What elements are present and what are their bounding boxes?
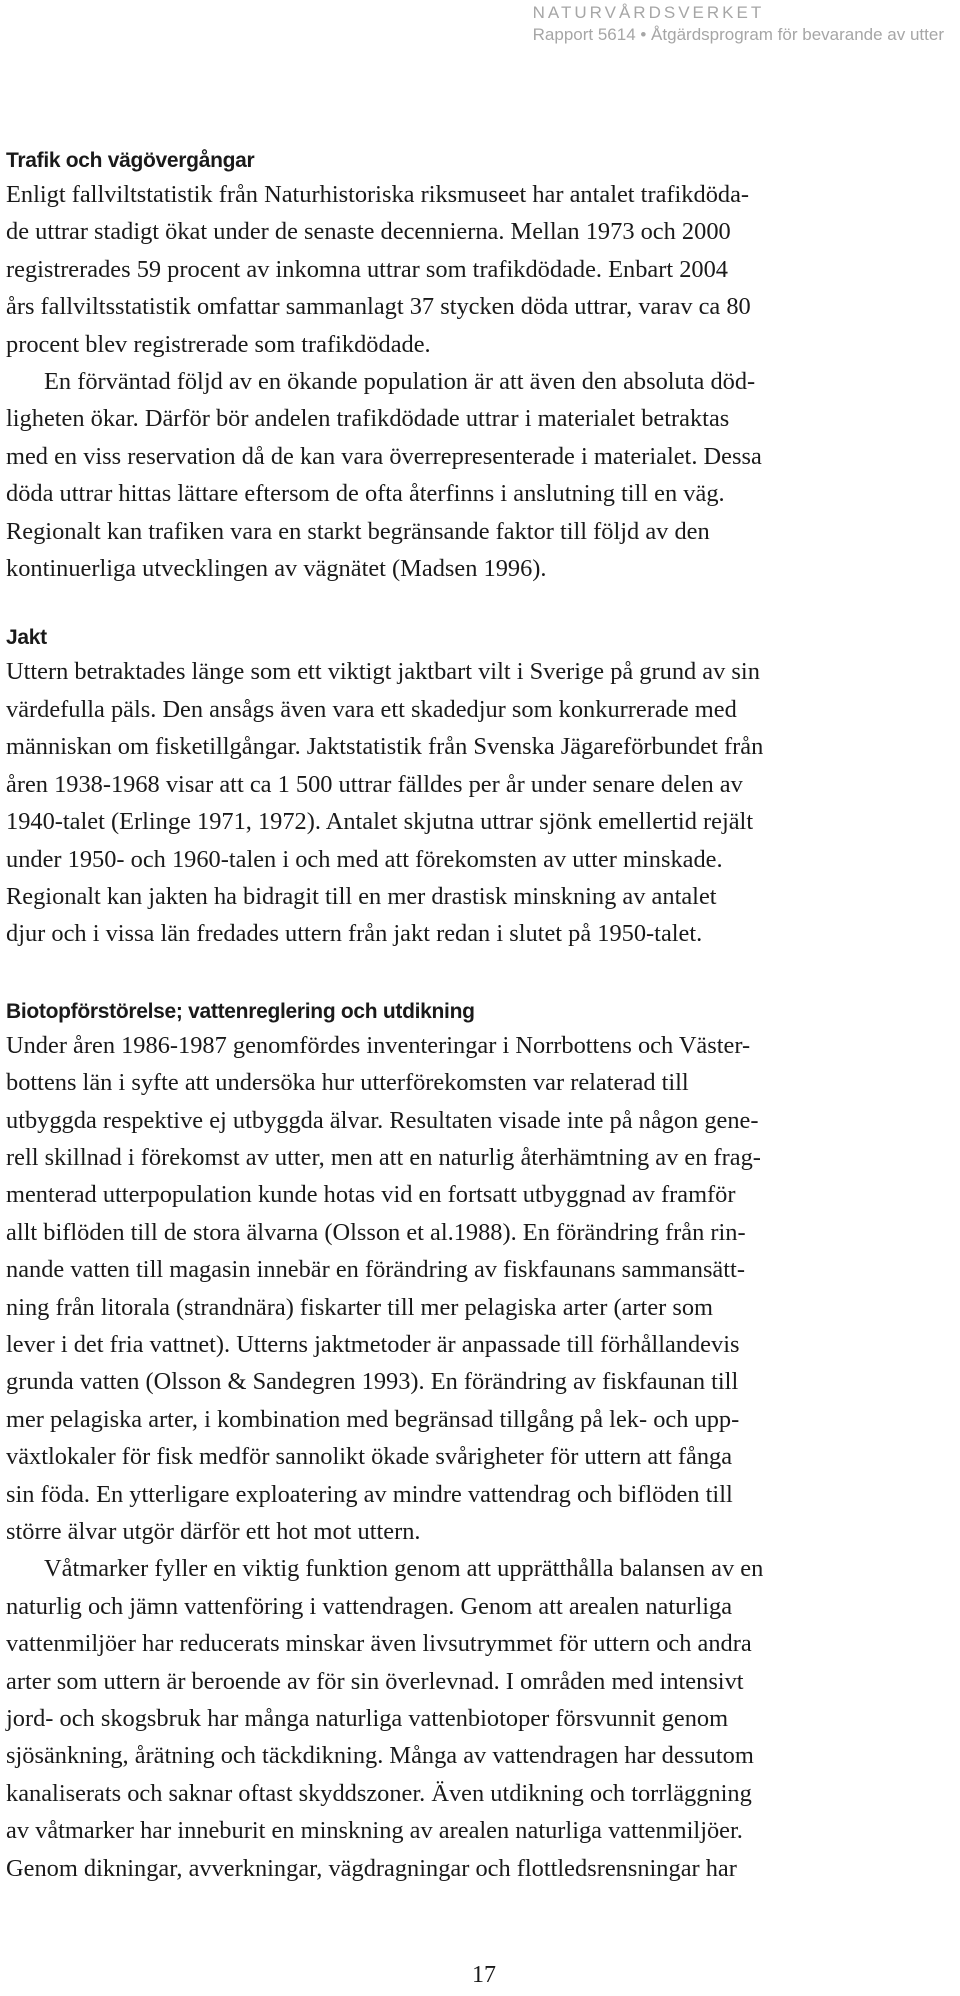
text-line: vattenmiljöer har reducerats minskar även livsutrymmet för uttern och andra <box>6 1630 752 1658</box>
text-line: registrerades 59 procent av inkomna uttrar som trafikdödade. Enbart 2004 <box>6 255 729 283</box>
section-heading: Biotopförstörelse; vattenreglering och utdikning <box>6 999 475 1023</box>
text-line: Genom dikningar, avverkningar, vägdragningar och flottledsrensningar har <box>6 1854 737 1882</box>
text-line: nande vatten till magasin innebär en förändring av fiskfaunans sammansätt- <box>6 1256 745 1284</box>
page-number: 17 <box>472 1962 496 1988</box>
paragraph <box>6 1550 960 1887</box>
text-line: större älvar utgör därför ett hot mot uttern. <box>6 1518 421 1545</box>
section-heading: Trafik och vägövergångar <box>6 149 255 172</box>
text-line: lever i det fria vattnet). Utterns jaktmetoder är anpassade till förhållandevis <box>6 1330 740 1358</box>
text-line: Enligt fallviltstatistik från Naturhistoriska riksmuseet har antalet trafikdöda- <box>6 181 750 208</box>
text-line: kontinuerliga utvecklingen av vägnätet (Madsen 1996). <box>6 555 547 583</box>
text-line: En förväntad följd av en ökande population är att även den absoluta död- <box>44 368 756 396</box>
paragraph <box>6 176 960 363</box>
section-heading: Jakt <box>6 626 47 650</box>
text-line: års fallviltsstatistik omfattar sammanlagt 37 stycken döda uttrar, varav ca 80 <box>6 293 751 321</box>
text-line: allt biflöden till de stora älvarna (Olsson et al.1988). En förändring från rin- <box>6 1218 746 1246</box>
document-body <box>6 146 960 1887</box>
section-biotopforstorelse <box>6 997 960 1887</box>
text-line: utbyggda respektive ej utbyggda älvar. Resultaten visade inte på någon gene- <box>6 1106 759 1134</box>
text-line: Uttern betraktades länge som ett viktigt jaktbart vilt i Sverige på grund av sin <box>6 658 760 686</box>
header-organization: NATURVÅRDSVERKET <box>532 3 765 22</box>
section-trafik <box>6 146 960 587</box>
text-line: med en viss reservation då de kan vara överrepresenterade i materialet. Dessa <box>6 442 762 470</box>
paragraph <box>6 1027 960 1551</box>
text-line: sin föda. En ytterligare exploatering av mindre vattendrag och biflöden till <box>6 1480 733 1508</box>
text-line: jord- och skogsbruk har många naturliga vattenbiotoper försvunnit genom <box>6 1705 729 1733</box>
text-line: procent blev registrerade som trafikdödade. <box>6 330 431 358</box>
text-line: Regionalt kan jakten ha bidragit till en mer drastisk minskning av antalet <box>6 882 717 910</box>
running-header <box>533 2 944 46</box>
text-line: ligheten ökar. Därför bör andelen trafikdödade uttrar i materialet betraktas <box>6 405 730 433</box>
text-line: Våtmarker fyller en viktig funktion genom att upprätthålla balansen av en <box>44 1555 764 1583</box>
text-line: arter som uttern är beroende av för sin överlevnad. I områden med intensivt <box>6 1667 744 1695</box>
header-report-title: Rapport 5614 • Åtgärdsprogram för bevarande av utter <box>532 25 944 44</box>
text-line: växtlokaler för fisk medför sannolikt ökade svårigheter för uttern att fånga <box>6 1443 733 1471</box>
paragraph <box>6 653 960 952</box>
section-jakt <box>6 623 960 952</box>
text-line: sjösänkning, årätning och täckdikning. Många av vattendragen har dessutom <box>6 1742 754 1770</box>
section-spacer <box>6 953 960 997</box>
section-spacer <box>6 587 960 623</box>
text-line: bottens län i syfte att undersöka hur utterförekomsten var relaterad till <box>6 1069 689 1097</box>
text-line: djur och i vissa län fredades uttern från jakt redan i slutet på 1950-talet. <box>6 920 703 948</box>
text-line: av våtmarker har inneburit en minskning av arealen naturliga vattenmiljöer. <box>6 1817 743 1845</box>
text-line: åren 1938-1968 visar att ca 1 500 uttrar fälldes per år under senare delen av <box>6 770 743 798</box>
text-line: människan om fisketillgångar. Jaktstatistik från Svenska Jägareförbundet från <box>6 733 764 761</box>
text-line: kanaliserats och saknar oftast skyddszoner. Även utdikning och torrläggning <box>6 1779 752 1807</box>
paragraph <box>6 363 960 587</box>
text-line: rell skillnad i förekomst av utter, men att en naturlig återhämtning av en frag- <box>6 1143 761 1171</box>
text-line: naturlig och jämn vattenföring i vattendragen. Genom att arealen naturliga <box>6 1592 733 1620</box>
text-line: Regionalt kan trafiken vara en starkt begränsande faktor till följd av den <box>6 517 710 545</box>
text-line: mer pelagiska arter, i kombination med begränsad tillgång på lek- och upp- <box>6 1405 740 1433</box>
text-line: Under åren 1986-1987 genomfördes inventeringar i Norrbottens och Väster- <box>6 1031 751 1059</box>
text-line: värdefulla päls. Den ansågs även vara ett skadedjur som konkurrerade med <box>6 695 737 723</box>
text-line: menterad utterpopulation kunde hotas vid en fortsatt utbyggnad av framför <box>6 1181 736 1209</box>
text-line: de uttrar stadigt ökat under de senaste decennierna. Mellan 1973 och 2000 <box>6 218 731 246</box>
text-line: 1940-talet (Erlinge 1971, 1972). Antalet skjutna uttrar sjönk emellertid rejält <box>6 808 754 836</box>
text-line: döda uttrar hittas lättare eftersom de ofta återfinns i anslutning till en väg. <box>6 480 725 508</box>
text-line: grunda vatten (Olsson & Sandegren 1993). En förändring av fiskfaunan till <box>6 1368 739 1396</box>
text-line: under 1950- och 1960-talen i och med att förekomsten av utter minskade. <box>6 845 723 873</box>
text-line: ning från litorala (strandnära) fiskarter till mer pelagiska arter (arter som <box>6 1293 714 1321</box>
